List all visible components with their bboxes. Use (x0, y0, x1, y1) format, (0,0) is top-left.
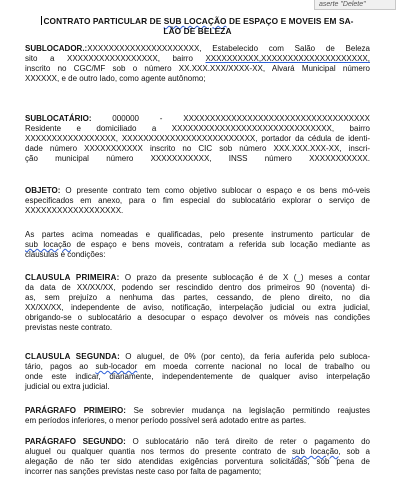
paragraph-text: em períodos inferiores, o menor período possível será adotado entre as partes. (25, 416, 307, 425)
paragraph-text: XX/XX/XX, independente de aviso, notificação, interpelação judicial ou extra judicial, (25, 303, 370, 312)
paragraph-text: O prazo da presente sublocação é de X (_) meses a contar (119, 273, 370, 282)
clausula-primeira-paragraph (25, 273, 370, 333)
contract-title (25, 16, 370, 36)
clausula-segunda-paragraph (25, 352, 370, 392)
paragraph-text: as, sem prejuízo a nenhuma das partes, cessando, de pleno direito, no dia (25, 293, 370, 302)
paragraph-text: de espaço e bens moveis, contratam a referida sub locação mediante as (70, 240, 371, 249)
paragraph-text: O presente contrato tem como objetivo sublocar o espaço e os bens mó-veis especificados em anexo, para o fim especial do sublocatário explorar o serviço de XXXXXXXXXXXXXXXXXX. (25, 186, 370, 215)
paragraph-text: em moeda corrente nacional no local de trabalho ou (137, 362, 370, 371)
paragrafo-segundo-paragraph (25, 437, 370, 477)
paragraph-text: incorrer nas sanções previstas neste caso por falta de pagamento; (25, 467, 262, 476)
clausula-segunda-label: CLAUSULA SEGUNDA: (25, 352, 121, 361)
sublocador-paragraph (25, 44, 370, 84)
paragraph-text: judicial ou extra judicial. (25, 382, 110, 391)
sublocatario-label: SUBLOCATÁRIO: (25, 114, 92, 123)
sublocatario-paragraph (25, 114, 370, 164)
paragraph-text: onde este indicar, diariamente, independentemente de qualquer aviso interpelação (25, 372, 370, 381)
paragraph-text: cláusulas e condições: (25, 250, 106, 259)
paragraph-text: aluguel ou qualquer quantia nos termos do presente contrato de (25, 447, 293, 456)
paragraph-text: sito a XXXXXXXXXXXXXXXXX, bairro (25, 54, 206, 63)
paragraph-text: obrigando-se o sublocatário a desocupar o espaço devolver os móveis nas condições (25, 313, 370, 322)
paragraph-text: As partes acima nomeadas e qualificadas, pelo presente instrumento particular de (25, 230, 370, 239)
spelling-marked-word[interactable]: sub locação (292, 447, 339, 456)
paragraph-text: alegação de não ter sido atendidas exigências porventura solicitadas, sob pena de (25, 457, 370, 466)
clausula-primeira-label: CLAUSULA PRIMEIRA: (25, 273, 120, 282)
title-text: CONTRATO PARTICULAR DE (43, 16, 164, 26)
spelling-marked-word[interactable]: sub-locador (95, 362, 138, 371)
paragraph-text: O aluguel, de 0% (por cento), da feria auferida pelo subloca- (120, 352, 370, 361)
paragrafo-segundo-label: PARÁGRAFO SEGUNDO: (25, 437, 126, 446)
paragrafo-primeiro-label: PARÁGRAFO PRIMEIRO: (25, 406, 126, 415)
paragraph-text: - (159, 114, 163, 123)
partes-paragraph (25, 230, 370, 260)
title-line-2: LÃO DE BELEZA (163, 26, 232, 36)
paragraph-text: O sublocatário não terá direito de reter o pagamento do (125, 437, 371, 446)
objeto-label: OBJETO: (25, 186, 61, 195)
paragraph-text: XXXXXX, e de outro lado, como agente autônomo; (25, 74, 206, 83)
objeto-paragraph (25, 186, 370, 216)
paragraph-text: XXXXXXXXXXXXXXXXXXXXX, Estabelecido com Salão de Beleza (87, 44, 370, 53)
spelling-marked-word[interactable]: sub locação (25, 240, 71, 249)
paragraph-text: inscrito no CGC/MF sob o número XX.XXX.XXX/XXXX-XX, Alvará Municipal número (25, 64, 370, 73)
spelling-marked-word[interactable]: XXXXXXXXXX,XXXXXXXXXXXXXXXXXXXX, (205, 54, 370, 63)
paragraph-text: Se sobrevier mudança na legislação permitindo reajustes (125, 406, 371, 415)
paragraph-text: , sob a (338, 447, 371, 456)
paragrafo-primeiro-paragraph (25, 406, 370, 426)
sublocador-label: SUBLOCADOR.: (25, 44, 88, 53)
paragraph-text: ção municipal número XXXXXXXXXXX, INSS número XXXXXXXXXXX. (25, 154, 370, 163)
tooltip: aserte "Delete" (314, 0, 396, 10)
paragraph-text: XXXXXXXXXXXXXXXXX, XXXXXXXXXXXXXXXXXXXXXXXXX, portador da cédula de identi- (25, 134, 370, 143)
paragraph-text: dade número XXXXXXXXXXX inscrito no CIC sob número XXX.XXX.XXX-XX, inscri- (25, 144, 370, 153)
paragraph-text: tário, pagos ao (25, 362, 96, 371)
paragraph-text: previstas neste contrato. (25, 323, 113, 332)
paragraph-text: 000000 (112, 114, 139, 123)
spelling-marked-word[interactable]: SUB LOCAÇÃO (163, 16, 227, 26)
paragraph-text: Residente e domiciliado a XXXXXXXXXXXXXXXXXXXXXXXXXXXXXX, bairro (25, 124, 370, 133)
paragraph-text: XXXXXXXXXXXXXXXXXXXXXXXXXXXXXXXXXXX (183, 114, 370, 123)
paragraph-text: da data de XX/XX/XX, podendo ser rescindido dentro dos primeiros 90 (noventa) di- (25, 283, 370, 292)
title-text: DE ESPAÇO E MOVEIS EM SA- (226, 16, 354, 26)
